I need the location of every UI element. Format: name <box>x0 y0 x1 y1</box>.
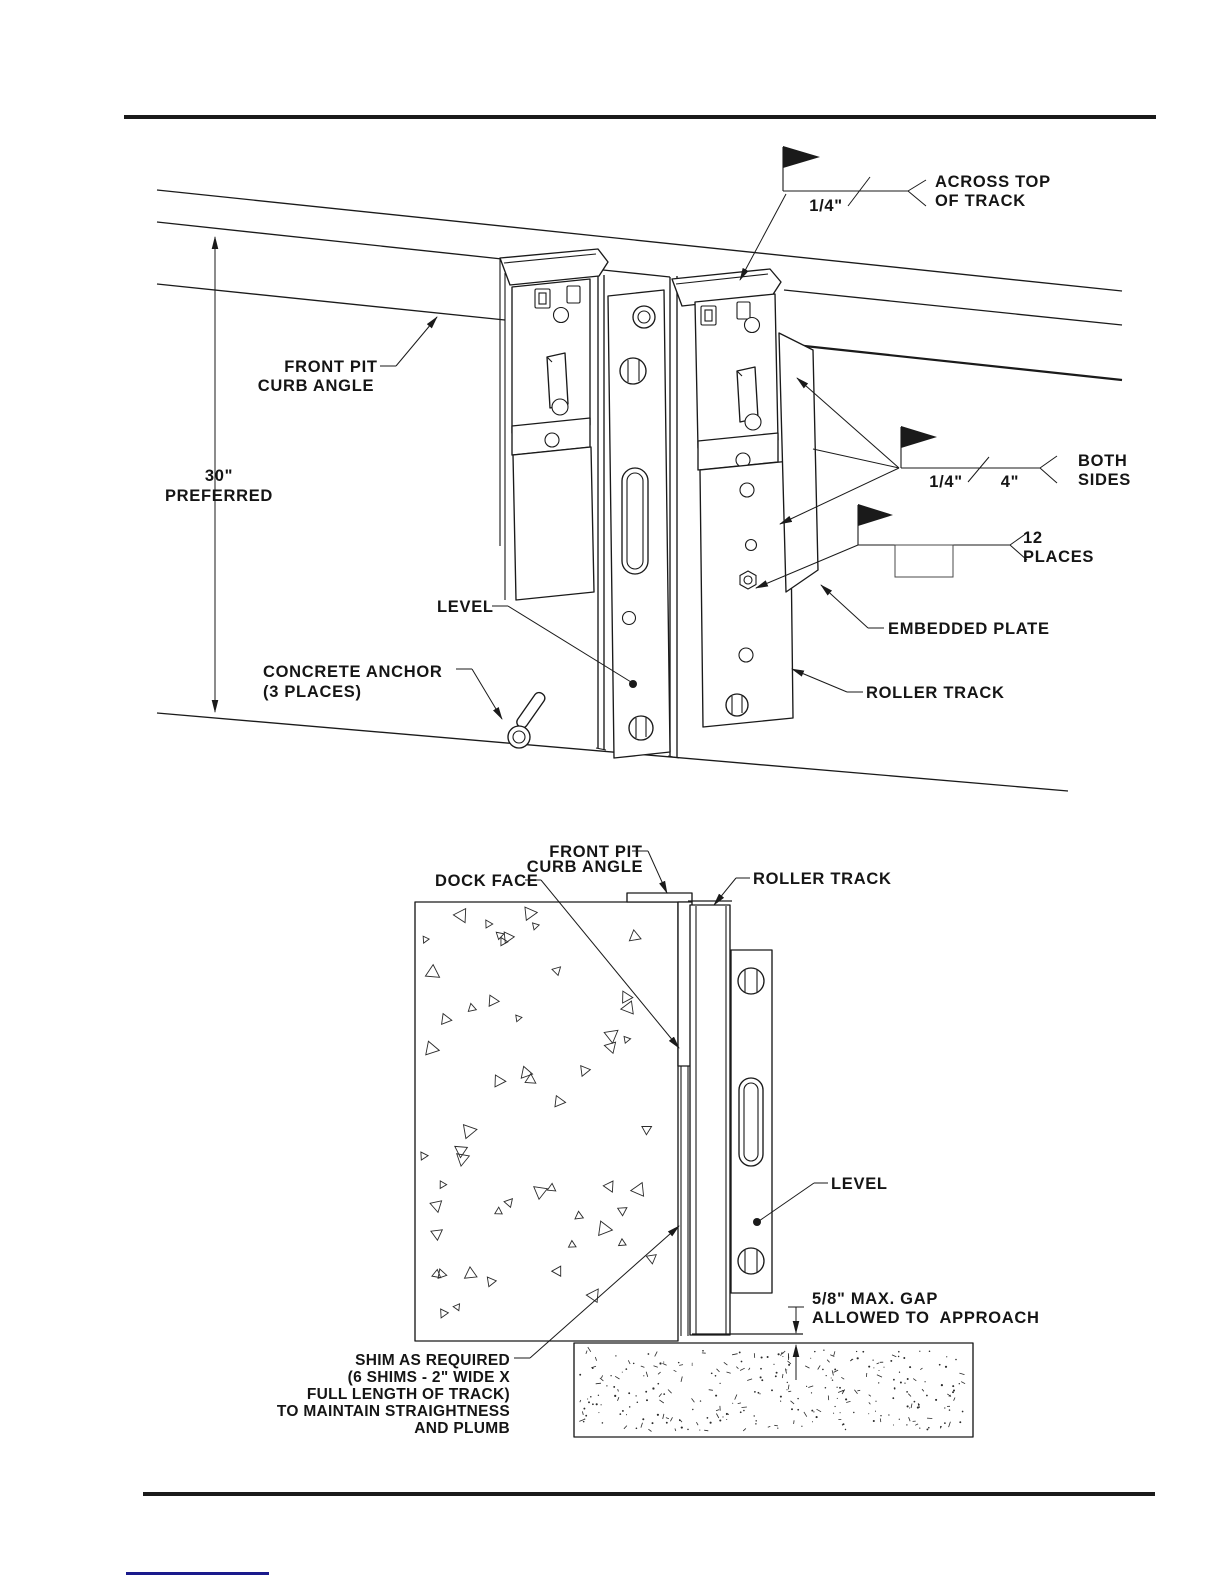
concrete-anchor-bolt <box>508 691 547 748</box>
level2-text: LEVEL <box>831 1175 888 1193</box>
note-both: BOTH <box>1078 452 1128 470</box>
label-roller-track-fig2 <box>714 870 892 905</box>
front-pit2-line2: CURB ANGLE <box>526 858 644 876</box>
concrete-anchor-line2: (3 PLACES) <box>263 683 362 701</box>
note-across-top-line1: ACROSS TOP <box>935 173 1051 191</box>
header-rule <box>124 115 1156 119</box>
shim-line2: (6 SHIMS - 2" WIDE X <box>347 1369 510 1386</box>
approach-slab <box>574 1343 973 1437</box>
embedded-plate <box>779 333 818 592</box>
concrete-anchor-line1: CONCRETE ANCHOR <box>263 663 443 681</box>
dim-preferred: PREFERRED <box>164 487 274 505</box>
gap-line2: ALLOWED TO APPROACH <box>812 1309 1040 1327</box>
dim-30: 30" <box>204 467 234 485</box>
note-sides: SIDES <box>1078 471 1132 489</box>
front-pit2-line1: FRONT PIT <box>549 843 643 861</box>
roller-track-text: ROLLER TRACK <box>866 684 1005 702</box>
note-places: PLACES <box>1023 548 1095 566</box>
shim-line4: TO MAINTAIN STRAIGHTNESS <box>276 1403 510 1420</box>
embedded-plate-text: EMBEDDED PLATE <box>888 620 1050 638</box>
flag-icon <box>858 504 893 526</box>
gap-line1: 5/8" MAX. GAP <box>812 1290 939 1308</box>
shim-line5: AND PLUMB <box>414 1420 510 1437</box>
level-text: LEVEL <box>437 598 494 616</box>
dimension-30-preferred <box>165 237 273 712</box>
note-across-top-line2: OF TRACK <box>935 192 1026 210</box>
dim-quarter-inch-sides: 1/4" <box>929 473 963 491</box>
footer-rule <box>143 1492 1155 1496</box>
shim-strips <box>681 1066 688 1336</box>
dock-wall <box>415 902 678 1341</box>
shim-line1: SHIM AS REQUIRED <box>355 1352 510 1369</box>
front-pit-line2: CURB ANGLE <box>257 377 375 395</box>
label-level-fig1 <box>437 598 637 688</box>
track-assembly <box>500 249 818 758</box>
note-12: 12 <box>1023 529 1043 547</box>
footer-link-underline[interactable] <box>126 1572 269 1575</box>
leader-dot <box>753 1218 761 1226</box>
left-roller-track-channel <box>500 249 608 600</box>
flag-icon <box>901 426 937 448</box>
roller-track2-text: ROLLER TRACK <box>753 870 892 888</box>
callout-across-top-of-track <box>740 146 1051 280</box>
callout-both-sides <box>780 378 1131 524</box>
leader-dot <box>629 680 637 688</box>
level-bracket-section <box>731 950 772 1293</box>
flag-icon <box>783 146 820 168</box>
label-concrete-anchor <box>263 663 502 719</box>
label-front-pit-curb-angle-fig2 <box>527 843 667 893</box>
figure2-section-view <box>277 843 1040 1437</box>
label-roller-track-fig1 <box>792 669 1005 702</box>
dock-face-text: DOCK FACE <box>435 872 539 890</box>
label-embedded-plate <box>821 585 1050 638</box>
front-pit-line1: FRONT PIT <box>284 358 378 376</box>
dim-quarter-inch-top: 1/4" <box>809 197 843 215</box>
level-bracket-plate <box>608 290 670 758</box>
label-front-pit-curb-angle <box>258 317 437 395</box>
figure1-isometric-view <box>157 146 1131 791</box>
right-roller-track-channel <box>672 269 793 727</box>
label-level-fig2 <box>753 1175 888 1226</box>
weld-symbol-box <box>895 545 953 577</box>
shim-line3: FULL LENGTH OF TRACK) <box>306 1386 510 1403</box>
dim-four-inch: 4" <box>1000 473 1020 491</box>
